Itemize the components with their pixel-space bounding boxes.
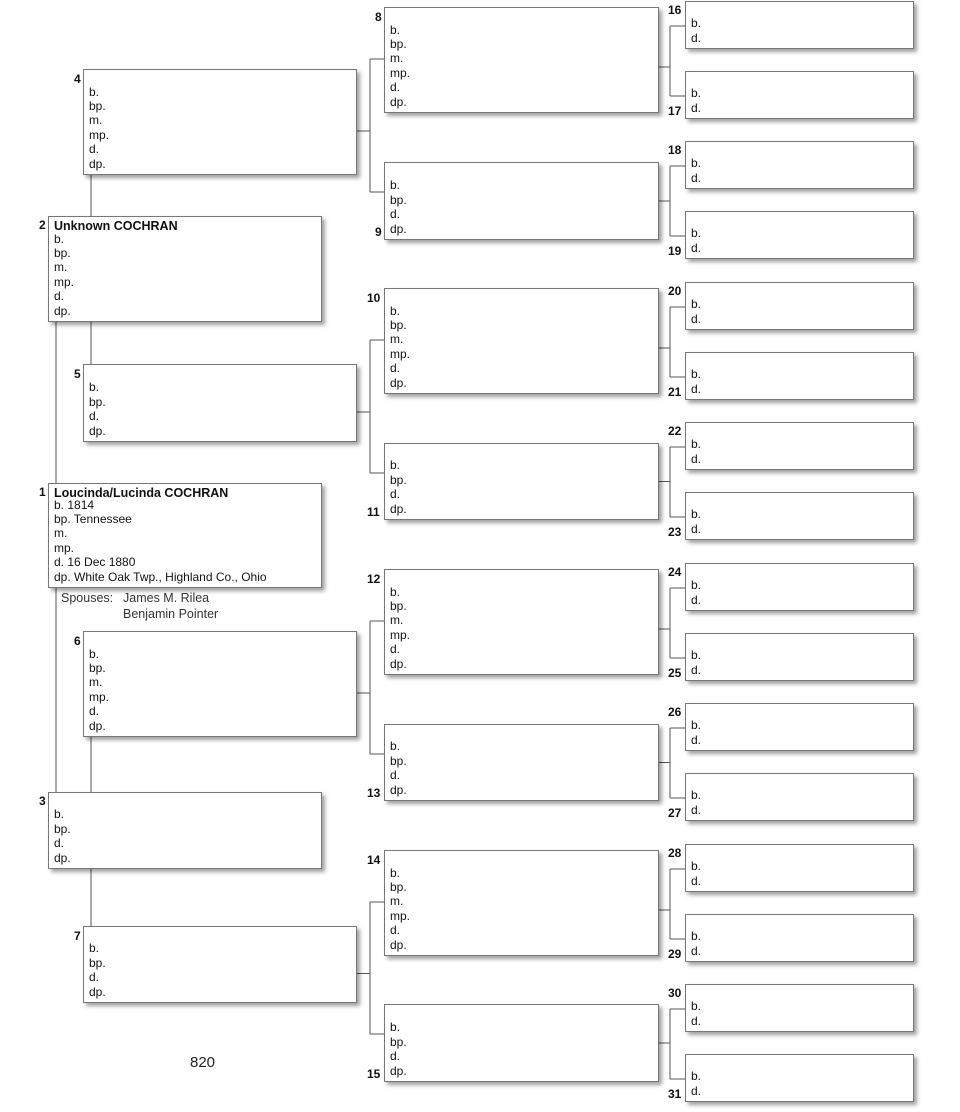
- fact-line: dp.: [390, 1063, 407, 1078]
- person-number-15: 15: [367, 1067, 381, 1081]
- fact-line: bp.: [89, 99, 106, 114]
- fact-line: mp.: [54, 274, 75, 289]
- person-number-13: 13: [367, 786, 381, 800]
- fact-line: b. 1814: [54, 497, 95, 512]
- fact-line: d.: [691, 732, 702, 747]
- fact-line: d.: [691, 170, 702, 185]
- person-box-30: [685, 984, 914, 1032]
- person-number-31: 31: [668, 1087, 682, 1101]
- fact-line: bp.: [89, 661, 106, 676]
- fact-line: b.: [390, 458, 401, 473]
- fact-line: d.: [691, 100, 702, 115]
- fact-line: b.: [390, 865, 401, 880]
- fact-line: d.: [390, 80, 401, 95]
- fact-line: dp.: [390, 375, 407, 390]
- fact-line: d.: [691, 873, 702, 888]
- person-box-14: [384, 850, 659, 956]
- fact-line: d.: [390, 361, 401, 376]
- person-number-22: 22: [668, 424, 682, 438]
- person-box-7: [83, 926, 357, 1003]
- person-box-29: [685, 914, 914, 962]
- fact-line: b.: [691, 859, 702, 874]
- fact-line: b.: [691, 297, 702, 312]
- fact-line: d.: [390, 642, 401, 657]
- fact-line: b.: [691, 156, 702, 171]
- fact-line: bp.: [390, 318, 407, 333]
- fact-line: b.: [691, 648, 702, 663]
- fact-line: dp.: [89, 423, 106, 438]
- fact-line: d.: [691, 311, 702, 326]
- person-number-21: 21: [668, 385, 682, 399]
- fact-line: d.: [54, 836, 65, 851]
- fact-line: b.: [691, 788, 702, 803]
- fact-line: mp.: [89, 127, 110, 142]
- fact-line: d.: [390, 487, 401, 502]
- fact-line: d.: [89, 970, 100, 985]
- person-facts: [691, 788, 701, 817]
- fact-line: b.: [691, 1069, 702, 1084]
- fact-line: b.: [691, 367, 702, 382]
- person-number-1: 1: [39, 485, 46, 499]
- fact-line: bp.: [89, 394, 106, 409]
- fact-line: dp.: [390, 656, 407, 671]
- person-number-11: 11: [367, 505, 380, 519]
- person-facts: [691, 86, 701, 115]
- person-number-26: 26: [668, 705, 682, 719]
- person-number-19: 19: [668, 244, 682, 258]
- fact-line: bp.: [390, 472, 407, 487]
- person-box-22: [685, 422, 914, 470]
- person-number-14: 14: [367, 853, 381, 867]
- fact-line: mp.: [89, 689, 110, 704]
- person-facts: [691, 578, 701, 607]
- fact-line: d.: [691, 662, 702, 677]
- fact-line: d.: [691, 381, 702, 396]
- fact-line: bp.: [390, 599, 407, 614]
- fact-line: bp.: [390, 880, 407, 895]
- fact-line: mp.: [390, 65, 411, 80]
- page-number: 820: [190, 1054, 216, 1071]
- spouse-name-2: Benjamin Pointer: [123, 607, 219, 621]
- fact-line: d.: [691, 802, 702, 817]
- fact-line: b.: [89, 646, 100, 661]
- fact-line: d.: [54, 289, 65, 304]
- person-facts: [390, 304, 410, 390]
- fact-line: b.: [390, 178, 401, 193]
- fact-line: b.: [691, 16, 702, 31]
- fact-line: d. 16 Dec 1880: [54, 555, 136, 570]
- fact-line: b.: [691, 507, 702, 522]
- person-box-31: [685, 1054, 914, 1102]
- fact-line: d.: [691, 943, 702, 958]
- fact-line: bp.: [390, 192, 407, 207]
- person-box-28: [685, 844, 914, 892]
- fact-line: dp.: [390, 221, 407, 236]
- fact-line: dp. White Oak Twp., Highland Co., Ohio: [54, 569, 267, 584]
- person-number-12: 12: [367, 572, 381, 586]
- person-box-16: [685, 1, 914, 49]
- fact-line: bp.: [89, 955, 106, 970]
- fact-line: d.: [691, 1013, 702, 1028]
- fact-line: b.: [691, 226, 702, 241]
- person-box-4: [83, 69, 357, 175]
- person-box-18: [685, 141, 914, 189]
- person-box-11: [384, 443, 659, 520]
- person-box-10: [384, 288, 659, 394]
- person-number-16: 16: [668, 3, 682, 17]
- person-facts: [390, 178, 407, 236]
- person-box-5: [83, 364, 357, 442]
- fact-line: bp.: [390, 1034, 407, 1049]
- person-box-26: [685, 703, 914, 751]
- person-facts: [390, 866, 410, 952]
- person-facts: [691, 1069, 701, 1098]
- person-number-18: 18: [668, 143, 682, 157]
- person-box-12: [384, 569, 659, 675]
- fact-line: d.: [89, 704, 100, 719]
- fact-line: m.: [390, 613, 404, 628]
- person-facts: [390, 585, 410, 671]
- person-box-24: [685, 563, 914, 611]
- person-facts: [691, 507, 701, 536]
- person-facts: [691, 718, 701, 747]
- person-number-7: 7: [74, 929, 81, 943]
- person-box-2: [48, 216, 322, 322]
- person-facts: [691, 859, 701, 888]
- person-box-3: [48, 792, 322, 869]
- spouse-name-1: James M. Rilea: [123, 591, 210, 605]
- fact-line: dp.: [89, 984, 106, 999]
- person-facts: [691, 16, 701, 45]
- fact-line: bp.: [54, 821, 71, 836]
- person-number-10: 10: [367, 291, 381, 305]
- person-facts: [89, 380, 106, 438]
- person-facts: [691, 648, 701, 677]
- person-facts: [691, 437, 701, 466]
- person-facts: [691, 297, 701, 326]
- fact-line: m.: [390, 332, 404, 347]
- person-number-2: 2: [39, 218, 46, 232]
- person-facts: [390, 23, 410, 109]
- fact-line: d.: [390, 1049, 401, 1064]
- person-box-15: [384, 1004, 659, 1082]
- fact-line: b.: [390, 303, 401, 318]
- fact-line: b.: [54, 807, 65, 822]
- person-facts: [691, 156, 701, 185]
- person-number-28: 28: [668, 846, 682, 860]
- person-box-6: [83, 631, 357, 737]
- person-facts: [89, 941, 106, 999]
- person-box-27: [685, 773, 914, 821]
- fact-line: b.: [691, 999, 702, 1014]
- person-box-20: [685, 282, 914, 330]
- person-facts: [691, 367, 701, 396]
- fact-line: dp.: [54, 850, 71, 865]
- fact-line: bp. Tennessee: [54, 512, 132, 527]
- fact-line: d.: [390, 923, 401, 938]
- fact-line: b.: [390, 22, 401, 37]
- fact-line: b.: [691, 718, 702, 733]
- fact-line: b.: [691, 86, 702, 101]
- person-number-20: 20: [668, 284, 682, 298]
- fact-line: d.: [89, 409, 100, 424]
- fact-line: dp.: [54, 303, 71, 318]
- fact-line: bp.: [390, 753, 407, 768]
- person-number-23: 23: [668, 525, 682, 539]
- person-box-9: [384, 162, 659, 240]
- person-facts: [89, 647, 109, 733]
- fact-line: b.: [89, 380, 100, 395]
- fact-line: b.: [390, 739, 401, 754]
- person-facts: [89, 85, 109, 171]
- person-name: Loucinda/Lucinda COCHRAN: [54, 486, 229, 500]
- person-number-3: 3: [39, 794, 46, 808]
- fact-line: d.: [691, 1083, 702, 1098]
- fact-line: b.: [691, 929, 702, 944]
- person-facts: [691, 929, 701, 958]
- fact-line: m.: [390, 51, 404, 66]
- person-facts: [390, 739, 407, 797]
- person-name: Unknown COCHRAN: [54, 219, 178, 233]
- fact-line: mp.: [54, 540, 75, 555]
- fact-line: mp.: [390, 627, 411, 642]
- fact-line: d.: [691, 240, 702, 255]
- fact-line: d.: [691, 451, 702, 466]
- person-box-8: [384, 7, 659, 113]
- person-facts: [54, 807, 71, 865]
- fact-line: mp.: [390, 346, 411, 361]
- person-number-27: 27: [668, 806, 682, 820]
- person-box-25: [685, 633, 914, 681]
- person-box-17: [685, 71, 914, 119]
- person-facts: [390, 458, 407, 516]
- fact-line: b.: [691, 437, 702, 452]
- person-number-30: 30: [668, 986, 682, 1000]
- person-number-5: 5: [74, 367, 81, 381]
- fact-line: d.: [691, 592, 702, 607]
- fact-line: dp.: [390, 94, 407, 109]
- person-box-23: [685, 492, 914, 540]
- spouses-block: [61, 590, 218, 622]
- fact-line: b.: [54, 231, 65, 246]
- spouses-label: Spouses:: [61, 591, 114, 605]
- fact-line: d.: [691, 30, 702, 45]
- person-facts: [54, 498, 267, 584]
- fact-line: m.: [89, 113, 103, 128]
- fact-line: dp.: [89, 718, 106, 733]
- fact-line: d.: [89, 142, 100, 157]
- person-box-1: [48, 483, 322, 588]
- fact-line: dp.: [390, 501, 407, 516]
- fact-line: b.: [390, 1020, 401, 1035]
- person-number-25: 25: [668, 666, 682, 680]
- person-number-24: 24: [668, 565, 682, 579]
- person-number-4: 4: [74, 72, 81, 86]
- fact-line: mp.: [390, 908, 411, 923]
- fact-line: bp.: [54, 246, 71, 261]
- fact-line: d.: [390, 207, 401, 222]
- person-number-8: 8: [375, 10, 382, 24]
- fact-line: b.: [89, 941, 100, 956]
- fact-line: d.: [390, 768, 401, 783]
- person-number-6: 6: [74, 634, 81, 648]
- person-facts: [691, 226, 701, 255]
- person-facts: [390, 1020, 407, 1078]
- fact-line: m.: [54, 526, 68, 541]
- fact-line: d.: [691, 521, 702, 536]
- fact-line: b.: [691, 578, 702, 593]
- person-box-13: [384, 724, 659, 801]
- person-box-21: [685, 352, 914, 400]
- person-number-29: 29: [668, 947, 682, 961]
- fact-line: m.: [89, 675, 103, 690]
- person-facts: [691, 999, 701, 1028]
- fact-line: dp.: [390, 782, 407, 797]
- fact-line: b.: [390, 584, 401, 599]
- fact-line: dp.: [390, 937, 407, 952]
- fact-line: bp.: [390, 37, 407, 52]
- fact-line: m.: [390, 894, 404, 909]
- person-number-17: 17: [668, 104, 682, 118]
- fact-line: b.: [89, 84, 100, 99]
- fact-line: m.: [54, 260, 68, 275]
- person-box-19: [685, 211, 914, 259]
- person-facts: [54, 232, 74, 318]
- fact-line: dp.: [89, 156, 106, 171]
- person-number-9: 9: [375, 225, 382, 239]
